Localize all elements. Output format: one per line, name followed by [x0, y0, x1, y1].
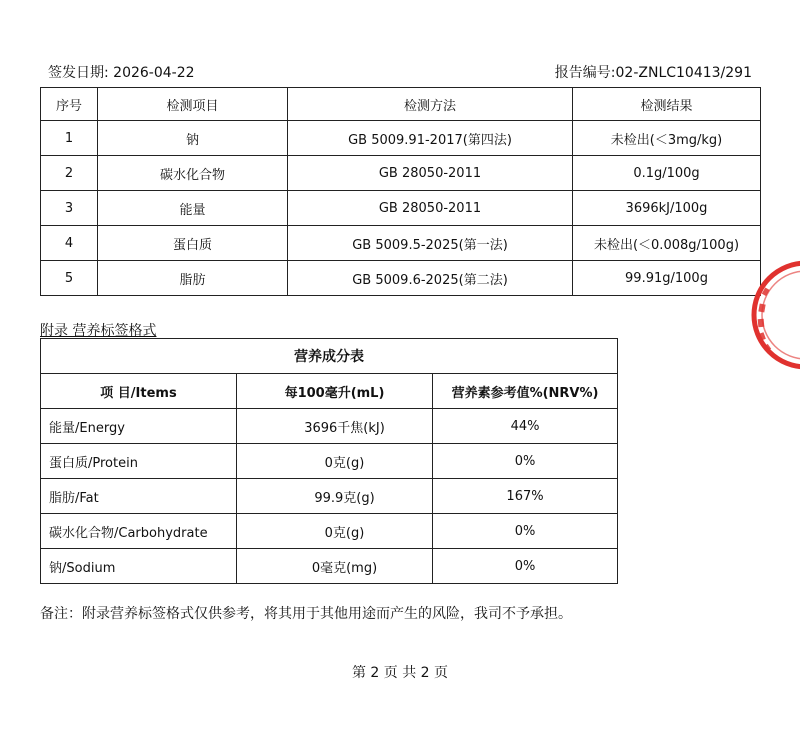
red-seal-stamp-icon	[744, 250, 800, 380]
table-header-row	[41, 374, 618, 409]
table-row	[41, 444, 618, 479]
table-cell: 44%	[433, 409, 618, 444]
table-row	[41, 514, 618, 549]
table-cell: 0.1g/100g	[573, 156, 761, 191]
column-header: 项 目/Items	[41, 374, 237, 409]
table-cell: 0%	[433, 514, 618, 549]
table-row	[41, 479, 618, 514]
column-header: 序号	[41, 88, 98, 121]
table-cell: 99.91g/100g	[573, 261, 761, 296]
table-cell: 未检出(＜0.008g/100g)	[573, 226, 761, 261]
page-number: 第 2 页 共 2 页	[351, 665, 449, 681]
table-cell: 4	[41, 226, 98, 261]
table-cell: 2	[41, 156, 98, 191]
table-row	[41, 156, 761, 191]
column-header: 检测结果	[573, 88, 761, 121]
table-cell: 钠/Sodium	[41, 549, 237, 584]
stamp-ring	[754, 263, 800, 367]
table-cell: 0克(g)	[237, 444, 433, 479]
table-cell: 未检出(＜3mg/kg)	[573, 121, 761, 156]
table-cell: 3696kJ/100g	[573, 191, 761, 226]
table-cell: 能量/Energy	[41, 409, 237, 444]
table-cell: 3	[41, 191, 98, 226]
test-results-table	[40, 87, 761, 296]
table-cell: 脂肪	[98, 261, 288, 296]
column-header: 检测方法	[288, 88, 573, 121]
column-header: 每100毫升(mL)	[237, 374, 433, 409]
table-cell: 碳水化合物/Carbohydrate	[41, 514, 237, 549]
nutrition-facts-table	[40, 338, 618, 584]
table-row	[41, 549, 618, 584]
table-cell: 蛋白质	[98, 226, 288, 261]
table-cell: 0毫克(mg)	[237, 549, 433, 584]
table-row	[41, 409, 618, 444]
column-header: 营养素参考值%(NRV%)	[433, 374, 618, 409]
table-row	[41, 226, 761, 261]
table-cell: GB 28050-2011	[288, 191, 573, 226]
table-cell: GB 5009.6-2025(第二法)	[288, 261, 573, 296]
table-cell: 0%	[433, 549, 618, 584]
column-header: 检测项目	[98, 88, 288, 121]
table-cell: 99.9克(g)	[237, 479, 433, 514]
issue-date: 签发日期: 2026-04-22	[48, 65, 195, 81]
nutrition-table-title: 营养成分表	[41, 339, 618, 374]
table-cell: GB 5009.5-2025(第一法)	[288, 226, 573, 261]
table-cell: 1	[41, 121, 98, 156]
table-cell: 蛋白质/Protein	[41, 444, 237, 479]
table-cell: GB 5009.91-2017(第四法)	[288, 121, 573, 156]
remark-note: 备注：附录营养标签格式仅供参考，将其用于其他用途而产生的风险，我司不予承担。	[40, 606, 572, 622]
table-cell: GB 28050-2011	[288, 156, 573, 191]
table-row	[41, 191, 761, 226]
table-cell: 脂肪/Fat	[41, 479, 237, 514]
appendix-title-text: 附录 营养标签格式	[40, 323, 157, 339]
appendix-title	[40, 320, 156, 340]
table-cell: 0%	[433, 444, 618, 479]
table-cell: 5	[41, 261, 98, 296]
table-cell: 167%	[433, 479, 618, 514]
table-header-row	[41, 88, 761, 121]
table-row	[41, 261, 761, 296]
table-cell: 0克(g)	[237, 514, 433, 549]
table-cell: 碳水化合物	[98, 156, 288, 191]
nutrition-title-row	[41, 339, 618, 374]
table-row	[41, 121, 761, 156]
table-cell: 能量	[98, 191, 288, 226]
report-number: 报告编号:02-ZNLC10413/291	[554, 65, 752, 81]
table-cell: 3696千焦(kJ)	[237, 409, 433, 444]
table-cell: 钠	[98, 121, 288, 156]
